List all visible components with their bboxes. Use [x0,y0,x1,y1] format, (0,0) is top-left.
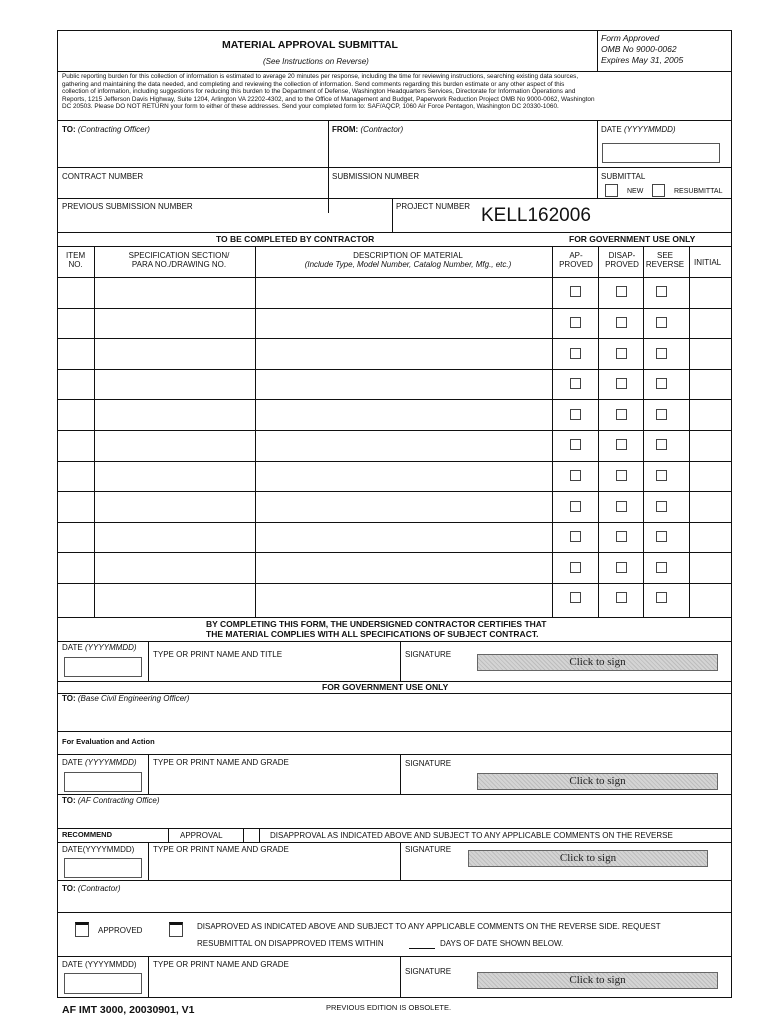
from-contractor-label: FROM: (Contractor) [332,125,404,134]
approved-checkbox[interactable] [570,562,581,573]
disapproved-line-2a: RESUBMITTAL ON DISAPPROVED ITEMS WITHIN [197,939,384,948]
disapproved-line-1: DISAPROVED AS INDICATED ABOVE AND SUBJECT TO ANY APPLICABLE COMMENTS ON THE REVERSE SIDE. REQUEST [197,922,661,931]
approved-checkbox[interactable] [570,531,581,542]
to-contracting-officer-label: TO: (Contracting Officer) [62,125,150,134]
cert-date-input[interactable] [64,657,142,677]
disapproved-checkbox[interactable] [616,317,627,328]
table-row-rule [57,491,732,492]
new-label: NEW [627,188,644,195]
to-contractor-label: TO: (Contractor) [62,884,121,893]
date-label: DATE (YYYYMMDD) [601,125,676,134]
eval-date-label: DATE (YYYYMMDD) [62,758,137,767]
disapproved-checkbox[interactable] [616,562,627,573]
submission-date-input[interactable] [602,143,720,163]
disapproved-checkbox[interactable] [616,286,627,297]
see-reverse-checkbox[interactable] [656,562,667,573]
contract-number-label: CONTRACT NUMBER [62,172,144,181]
approved-checkbox[interactable] [75,922,89,937]
disapproved-checkbox[interactable] [616,470,627,481]
resubmittal-days-blank[interactable] [409,948,435,949]
disapproved-checkbox[interactable] [616,531,627,542]
see-reverse-checkbox[interactable] [656,348,667,359]
see-reverse-header: SEE REVERSE [645,251,685,270]
new-checkbox[interactable] [605,184,618,197]
table-row-rule [57,338,732,339]
recommend-label: RECOMMEND [62,830,112,839]
eval-signature-label: SIGNATURE [405,759,452,768]
see-reverse-checkbox[interactable] [656,378,667,389]
submission-number-label: SUBMISSION NUMBER [332,172,420,181]
disapproved-checkbox[interactable] [616,439,627,450]
recommend-date-label: DATE(YYYYMMDD) [62,845,135,854]
recommend-date-input[interactable] [64,858,142,878]
cert-date-label: DATE (YYYYMMDD) [62,643,137,652]
obsolete-notice: PREVIOUS EDITION IS OBSOLETE. [326,1003,452,1012]
table-row-rule [57,552,732,553]
description-header: DESCRIPTION OF MATERIAL (Include Type, Model Number, Catalog Number, Mfg., etc.) [304,251,512,270]
approved-checkbox[interactable] [570,409,581,420]
table-row-rule [57,369,732,370]
recommend-approval-label: APPROVAL [180,831,223,840]
see-reverse-checkbox[interactable] [656,439,667,450]
final-name-label: TYPE OR PRINT NAME AND GRADE [153,960,289,969]
table-row-rule [57,583,732,584]
eval-sign-button[interactable]: Click to sign [477,773,718,790]
see-reverse-checkbox[interactable] [656,531,667,542]
see-reverse-checkbox[interactable] [656,286,667,297]
approved-header: AP- PROVED [559,251,593,270]
approved-checkbox[interactable] [570,286,581,297]
recommend-signature-label: SIGNATURE [405,845,452,854]
form-id: AF IMT 3000, 20030901, V1 [62,1004,195,1016]
contractor-section-heading: TO BE COMPLETED BY CONTRACTOR [216,234,375,244]
table-row-rule [57,430,732,431]
recommend-name-label: TYPE OR PRINT NAME AND GRADE [153,845,289,854]
table-row-rule [57,461,732,462]
see-reverse-checkbox[interactable] [656,317,667,328]
to-af-contracting-label: TO: (AF Contracting Office) [62,796,160,805]
see-reverse-checkbox[interactable] [656,409,667,420]
recommend-disapproval-label: DISAPPROVAL AS INDICATED ABOVE AND SUBJECT TO ANY APPLICABLE COMMENTS ON THE REVERSE [270,831,673,840]
table-row-rule [57,399,732,400]
resubmittal-label: RESUBMITTAL [674,188,723,195]
table-bottom-rule [57,617,732,618]
resubmittal-checkbox[interactable] [652,184,665,197]
table-column-rule [643,246,644,617]
approved-checkbox[interactable] [570,470,581,481]
cert-name-label: TYPE OR PRINT NAME AND TITLE [153,650,283,659]
approved-checkbox[interactable] [570,317,581,328]
eval-date-input[interactable] [64,772,142,792]
initial-header: INITIAL [694,258,722,267]
evaluation-label: For Evaluation and Action [62,737,155,746]
disapproved-checkbox[interactable] [616,592,627,603]
specification-header: SPECIFICATION SECTION/ PARA NO./DRAWING NO. [128,251,230,270]
form-approved: Form Approved [601,33,660,43]
disapproved-header: DISAP- PROVED [605,251,639,270]
submittal-label: SUBMITTAL [601,172,646,181]
cert-signature-label: SIGNATURE [405,650,452,659]
disapproved-checkbox[interactable] [616,348,627,359]
table-row-rule [57,522,732,523]
see-reverse-checkbox[interactable] [656,592,667,603]
to-civil-engineer-label: TO: (Base Civil Engineering Officer) [62,694,190,703]
final-sign-button[interactable]: Click to sign [477,972,718,989]
item-no-header: ITEM NO. [66,251,86,270]
disapproved-checkbox[interactable] [169,922,183,937]
approved-checkbox[interactable] [570,501,581,512]
disapproved-line-2b: DAYS OF DATE SHOWN BELOW. [440,939,564,948]
final-date-label: DATE (YYYYMMDD) [62,960,137,969]
certification-line-2: THE MATERIAL COMPLIES WITH ALL SPECIFICATIONS OF SUBJECT CONTRACT. [206,629,539,639]
table-column-rule [689,246,690,617]
expiry-date: Expires May 31, 2005 [601,55,684,65]
table-header-rule [57,277,732,278]
government-section-heading: FOR GOVERNMENT USE ONLY [569,234,696,244]
approved-checkbox[interactable] [570,378,581,389]
table-column-rule [598,246,599,617]
disapproved-checkbox[interactable] [616,378,627,389]
omb-number: OMB No 9000-0062 [601,44,677,54]
gov-use-heading: FOR GOVERNMENT USE ONLY [322,682,449,692]
form-title: MATERIAL APPROVAL SUBMITTAL [222,39,398,51]
final-signature-label: SIGNATURE [405,967,452,976]
certification-line-1: BY COMPLETING THIS FORM, THE UNDERSIGNED CONTRACTOR CERTIFIES THAT [206,619,547,629]
table-column-rule [552,246,553,617]
form-subtitle: (See Instructions on Reverse) [263,57,369,66]
approved-checkbox[interactable] [570,348,581,359]
table-column-rule [255,246,256,617]
eval-name-label: TYPE OR PRINT NAME AND GRADE [153,758,289,767]
disapproved-checkbox[interactable] [616,501,627,512]
project-number-value[interactable]: KELL162006 [481,205,591,226]
see-reverse-checkbox[interactable] [656,501,667,512]
approved-checkbox[interactable] [570,439,581,450]
table-column-rule [94,246,95,617]
table-row-rule [57,308,732,309]
recommend-sign-button[interactable]: Click to sign [468,850,708,867]
project-number-label: PROJECT NUMBER [396,202,471,211]
see-reverse-checkbox[interactable] [656,470,667,481]
final-date-input[interactable] [64,973,142,994]
approved-checkbox[interactable] [570,592,581,603]
approved-label: APPROVED [98,926,143,935]
burden-statement: Public reporting burden for this collection of information is estimated to average 20 minutes per response, including the time for reviewing instructions, searching existing data sources, gathering and maintaining the data needed, and completing and reviewing the collection of information. Send comments regarding this burden estimate or any other aspect of this collection of information, including suggestions for reducing this burden to the Department of Defense, Washington Headquarters Services, Directorate for Information Operations and Reports, 1215 Jefferson Davis Highway, Suite 1204, Arlington VA 22202-4302, and to the Office of Management and Budget, Paperwork Reduction Project OMB No 9000-0062, Washington DC 20503. Please DO NOT RETURN your form to either of these addresses. Send your completed form to: SAF/AQCP, 1060 Air Force Pentagon, Washington DC 20330-1060. [62,73,595,111]
previous-submission-label: PREVIOUS SUBMISSION NUMBER [62,202,193,211]
disapproved-checkbox[interactable] [616,409,627,420]
cert-sign-button[interactable]: Click to sign [477,654,718,671]
